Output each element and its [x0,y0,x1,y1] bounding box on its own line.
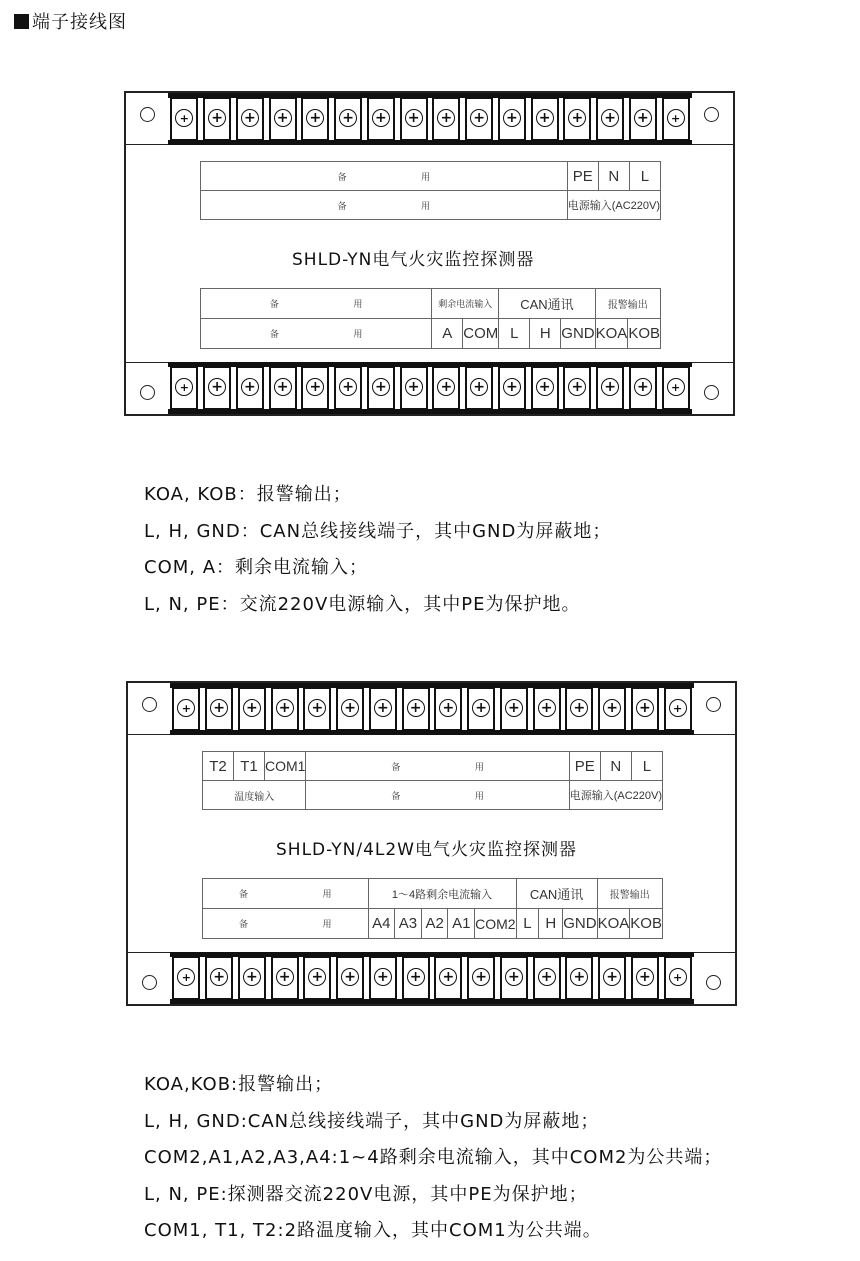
terminal-screw [369,956,397,1000]
terminal-label: L [499,319,530,349]
terminal-screw [170,366,198,410]
spare-label: 备 用 [201,162,568,191]
screw-icon: + [439,699,457,717]
terminal-screw [533,687,561,731]
terminal-screw [334,366,362,410]
screw-icon: + [243,699,261,717]
screw-icon: + [341,699,359,717]
terminal-screw [236,366,264,410]
terminal-screw [203,97,231,141]
l-label: L [629,162,660,191]
screw-icon: + [603,699,621,717]
lower-label-table [202,878,663,939]
terminal-label: A4 [368,909,395,939]
terminal-screw [662,366,690,410]
screw-icon: + [306,109,324,127]
screw-icon: + [276,699,294,717]
residual-current-label: 1～4路剩余电流输入 [368,879,516,909]
screw-icon: + [601,378,619,396]
screw-icon: + [601,109,619,127]
t1-label: T1 [234,752,265,781]
terminal-screw [563,366,591,410]
terminal-screw [467,956,495,1000]
terminal-screw [664,687,692,731]
device2-diagram [126,681,737,1006]
screw-icon: + [405,378,423,396]
terminal-screw [598,687,626,731]
note-line: COM, A：剩余电流输入； [144,557,369,578]
can-comm-label: CAN通讯 [499,289,595,319]
terminal-label: KOA [597,909,630,939]
screw-icon: + [470,378,488,396]
screw-icon: + [538,699,556,717]
mounting-hole-icon [706,697,721,712]
terminal-label: A2 [421,909,448,939]
terminal-screw [531,366,559,410]
terminal-screw [432,366,460,410]
alarm-output-label: 报警输出 [597,879,662,909]
screw-icon: + [372,378,390,396]
n-label: N [600,752,631,781]
screw-icon: + [505,699,523,717]
terminal-screw [434,956,462,1000]
screw-icon: + [372,109,390,127]
mounting-hole-icon [704,107,719,122]
device2-notes [144,1067,722,1250]
l-label: L [631,752,662,781]
screw-icon: + [177,699,195,717]
terminal-screw [367,97,395,141]
terminal-screw [596,366,624,410]
terminal-screw [598,956,626,1000]
n-label: N [598,162,629,191]
terminal-screw [238,687,266,731]
note-line: COM2,A1,A2,A3,A4:1~4路剩余电流输入，其中COM2为公共端； [144,1147,723,1168]
terminal-screw [334,97,362,141]
terminal-screw [434,687,462,731]
terminal-screw [432,97,460,141]
screw-icon: + [210,968,228,986]
power-input-label: 电源输入(AC220V) [567,191,660,220]
bottom-terminal-band [126,362,733,414]
screw-icon: + [177,968,195,986]
screw-icon: + [241,109,259,127]
screw-icon: + [407,699,425,717]
terminal-label: A [432,319,463,349]
terminal-screw [400,97,428,141]
terminal-screw [465,366,493,410]
screw-icon: + [274,378,292,396]
spare-label: 备 用 [203,879,369,909]
screw-icon: + [308,968,326,986]
screw-icon: + [374,968,392,986]
page-title: 端子接线图 [14,8,127,34]
bottom-terminal-strip [170,952,694,1004]
screw-icon: + [241,378,259,396]
screw-icon: + [437,378,455,396]
terminal-screw [531,97,559,141]
upper-label-table [200,161,661,220]
top-terminal-band [126,93,733,145]
screw-icon: + [175,378,193,396]
pe-label: PE [569,752,600,781]
screw-icon: + [210,699,228,717]
terminal-screw [269,366,297,410]
screw-icon: + [437,109,455,127]
terminal-label: KOB [630,909,663,939]
bottom-terminal-band [128,952,735,1004]
terminal-label: H [539,909,563,939]
screw-icon: + [208,378,226,396]
terminal-label: A1 [448,909,475,939]
terminal-screw [467,687,495,731]
screw-icon: + [667,378,685,396]
screw-icon: + [636,968,654,986]
screw-icon: + [407,968,425,986]
screw-icon: + [570,968,588,986]
terminal-screw [271,687,299,731]
screw-icon: + [570,699,588,717]
note-line: L, H, GND:CAN总线接线端子，其中GND为屏蔽地； [144,1110,600,1132]
screw-icon: + [276,968,294,986]
screw-icon: + [243,968,261,986]
terminal-screw [400,366,428,410]
screw-icon: + [339,378,357,396]
mounting-hole-icon [706,975,721,990]
terminal-screw [465,97,493,141]
device1-diagram [124,91,735,416]
terminal-screw [629,97,657,141]
pe-label: PE [567,162,598,191]
terminal-screw [172,956,200,1000]
terminal-label: KOA [595,319,628,349]
terminal-label: GND [561,319,595,349]
screw-icon: + [374,699,392,717]
t2-label: T2 [203,752,234,781]
screw-icon: + [634,378,652,396]
terminal-screw [236,97,264,141]
spare-label: 备 用 [306,752,569,781]
alarm-output-label: 报警输出 [595,289,660,319]
screw-icon: + [306,378,324,396]
terminal-screw [205,956,233,1000]
screw-icon: + [503,378,521,396]
mounting-hole-icon [704,385,719,400]
screw-icon: + [634,109,652,127]
can-comm-label: CAN通讯 [516,879,597,909]
terminal-screw [367,366,395,410]
screw-icon: + [669,968,687,986]
screw-icon: + [208,109,226,127]
terminal-screw [629,366,657,410]
mounting-hole-icon [142,697,157,712]
terminal-screw [301,97,329,141]
terminal-screw [563,97,591,141]
terminal-screw [631,687,659,731]
terminal-screw [631,956,659,1000]
terminal-screw [170,97,198,141]
terminal-label: A3 [395,909,422,939]
model-name: SHLD-YN/4L2W电气火灾监控探测器 [276,840,577,860]
screw-icon: + [470,109,488,127]
screw-icon: + [536,378,554,396]
screw-icon: + [405,109,423,127]
screw-icon: + [568,109,586,127]
terminal-screw [498,366,526,410]
terminal-screw [336,956,364,1000]
terminal-screw [369,687,397,731]
spare-label: 备 用 [201,319,432,349]
screw-icon: + [603,968,621,986]
temperature-input-label: 温度输入 [203,781,306,810]
terminal-screw [269,97,297,141]
mounting-hole-icon [140,385,155,400]
terminal-label: COM2 [475,909,516,939]
terminal-label: L [516,909,539,939]
terminal-screw [533,956,561,1000]
note-line: L, N, PE：交流220V电源输入，其中PE为保护地。 [144,593,581,615]
lower-label-table [200,288,661,349]
terminal-screw [205,687,233,731]
power-input-label: 电源输入(AC220V) [569,781,662,810]
note-line: L, N, PE:探测器交流220V电源，其中PE为保护地； [144,1183,588,1205]
terminal-screw [336,687,364,731]
screw-icon: + [341,968,359,986]
top-terminal-strip [168,93,692,145]
terminal-screw [565,956,593,1000]
terminal-screw [203,366,231,410]
screw-icon: + [538,968,556,986]
terminal-screw [498,97,526,141]
spare-label: 备 用 [306,781,569,810]
screw-icon: + [568,378,586,396]
terminal-screw [565,687,593,731]
terminal-screw [402,687,430,731]
terminal-screw [664,956,692,1000]
terminal-label: H [530,319,561,349]
screw-icon: + [308,699,326,717]
screw-icon: + [439,968,457,986]
screw-icon: + [669,699,687,717]
terminal-screw [596,97,624,141]
terminal-screw [301,366,329,410]
com1-label: COM1 [265,752,306,781]
spare-label: 备 用 [201,191,568,220]
screw-icon: + [503,109,521,127]
terminal-screw [172,687,200,731]
note-line: KOA, KOB：报警输出； [144,484,352,505]
screw-icon: + [636,699,654,717]
mounting-hole-icon [140,107,155,122]
upper-label-table [202,751,663,810]
terminal-screw [238,956,266,1000]
mounting-hole-icon [142,975,157,990]
screw-icon: + [472,968,490,986]
square-bullet-icon [14,14,29,29]
screw-icon: + [472,699,490,717]
terminal-screw [402,956,430,1000]
terminal-screw [271,956,299,1000]
terminal-label: COM [463,319,499,349]
terminal-screw [662,97,690,141]
note-line: L, H, GND：CAN总线接线端子，其中GND为屏蔽地； [144,520,612,542]
note-line: KOA,KOB:报警输出； [144,1074,334,1095]
model-name: SHLD-YN电气火灾监控探测器 [292,250,535,270]
screw-icon: + [339,109,357,127]
terminal-screw [303,956,331,1000]
residual-current-label: 剩余电流输入 [432,289,499,319]
terminal-label: KOB [628,319,661,349]
terminal-screw [500,956,528,1000]
screw-icon: + [536,109,554,127]
spare-label: 备 用 [203,909,369,939]
note-line: COM1, T1, T2:2路温度输入，其中COM1为公共端。 [144,1220,602,1241]
screw-icon: + [274,109,292,127]
terminal-screw [500,687,528,731]
top-terminal-strip [170,683,694,735]
terminal-label: GND [563,909,597,939]
device1-notes [144,477,611,623]
screw-icon: + [505,968,523,986]
top-terminal-band [128,683,735,735]
screw-icon: + [175,109,193,127]
bottom-terminal-strip [168,362,692,414]
screw-icon: + [667,109,685,127]
spare-label: 备 用 [201,289,432,319]
terminal-screw [303,687,331,731]
